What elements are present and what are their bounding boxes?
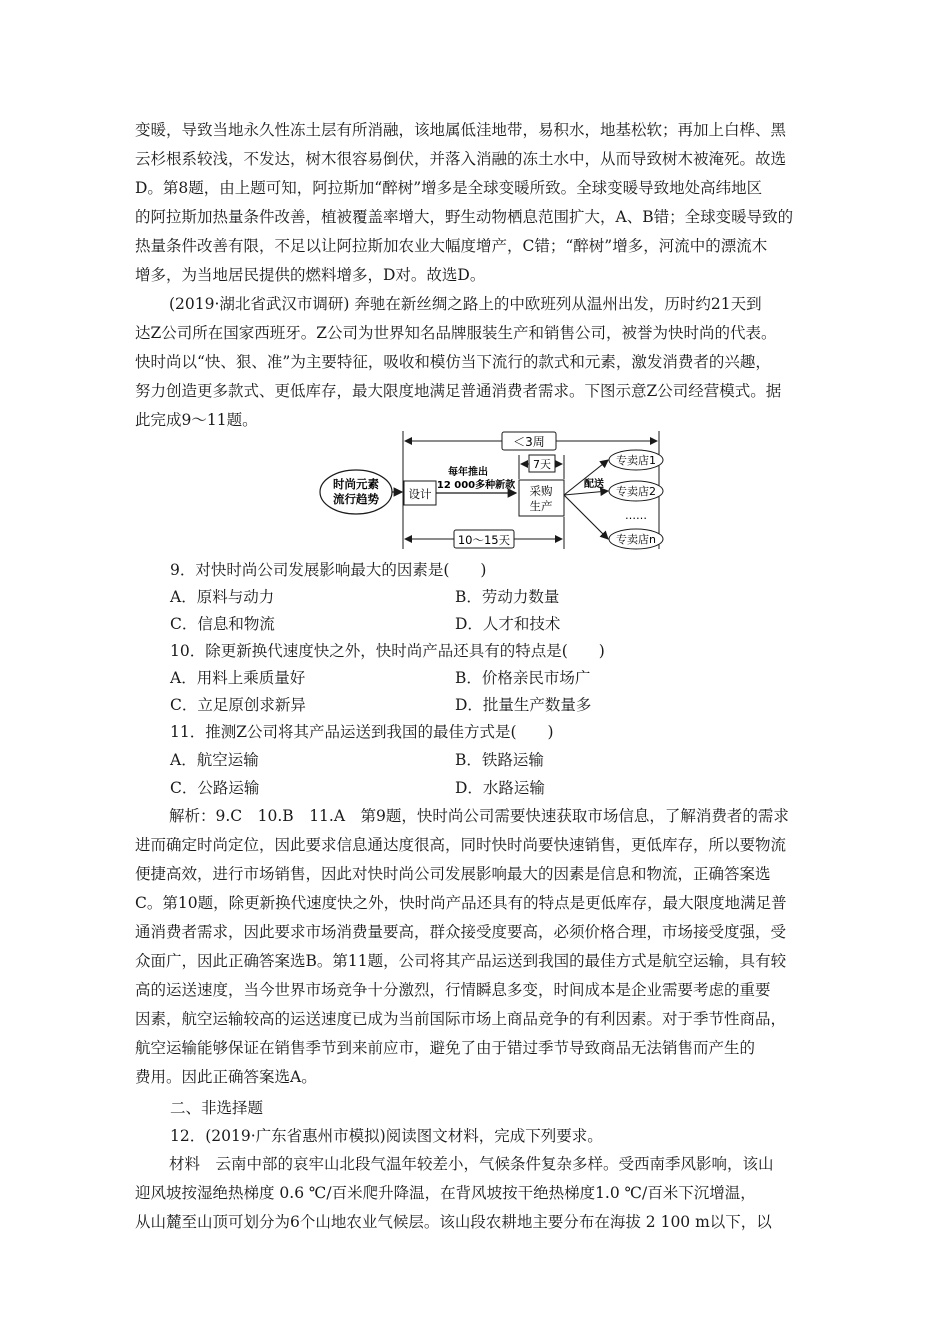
store-label: 专卖店2 xyxy=(616,485,656,498)
question-9-option-b: B．劳动力数量 xyxy=(455,588,560,606)
question-11-stem: 11．推测Z公司将其产品运送到我国的最佳方式是( ) xyxy=(170,723,554,741)
store-ellipsis: …… xyxy=(625,509,647,522)
trend-source-line1: 时尚元素 xyxy=(333,477,379,491)
intro-line: 云杉根系较浅，不发达，树木很容易倒伏，并落入消融的冻土水中，从而导致树木被淹死。故选 xyxy=(135,150,787,168)
delivery-label: 配送 xyxy=(584,479,604,490)
intro-line: 变暖，导致当地永久性冻土层有所消融，该地属低洼地带，易积水，地基松软；再加上白桦、黑 xyxy=(135,121,787,139)
analysis-line: 因素，航空运输较高的运送速度已成为当前国际市场上商品竞争的有利因素。对于季节性商品， xyxy=(135,1010,787,1028)
question-12-stem: 12．(2019·广东省惠州市模拟)阅读图文材料，完成下列要求。 xyxy=(170,1127,603,1145)
intro-line: D。第8题，由上题可知，阿拉斯加“醉树”增多是全球变暖所致。全球变暖导致地处高纬地区 xyxy=(135,179,763,197)
seven-days-label: 7天 xyxy=(533,458,551,471)
passage-line: (2019·湖北省武汉市调研) 奔驰在新丝绸之路上的中欧班列从温州出发，历时约21天到 xyxy=(169,295,762,313)
analysis-line: 解析：9.C 10.B 11.A 第9题，快时尚公司需要快速获取市场信息，了解消费者的需求 xyxy=(169,807,789,825)
analysis-line: 航空运输能够保证在销售季节到来前应市，避免了由于错过季节导致商品无法销售而产生的 xyxy=(135,1039,756,1057)
passage-line: 达Z公司所在国家西班牙。Z公司为世界知名品牌服装生产和销售公司，被誉为快时尚的代表。 xyxy=(135,324,777,342)
top-span-label: ＜3周 xyxy=(513,435,545,449)
analysis-line: 费用。因此正确答案选A。 xyxy=(135,1068,317,1086)
design-label: 设计 xyxy=(408,487,432,501)
passage-paragraph xyxy=(135,290,819,435)
question-11-option-d: D．水路运输 xyxy=(455,779,545,797)
annual-new-styles-line2: 12 000多种新款 xyxy=(436,480,516,491)
annual-new-styles-line1: 每年推出 xyxy=(448,467,488,478)
intro-line: 热量条件改善有限，不足以让阿拉斯加农业大幅度增产，C错；“醉树”增多，河流中的漂流木 xyxy=(135,237,768,255)
question-9-stem: 9．对快时尚公司发展影响最大的因素是( ) xyxy=(170,561,487,579)
material-line: 迎风坡按湿绝热梯度 0.6 ℃/百米爬升降温，在背风坡按干绝热梯度1.0 ℃/百米下沉增温， xyxy=(135,1184,756,1202)
material-line: 从山麓至山顶可划分为6个山地农业气候层。该山段农耕地主要分布在海拔 2 100 m以下，以 xyxy=(135,1213,772,1231)
procurement-line2: 生产 xyxy=(529,499,553,513)
analysis-line: 众面广，因此正确答案选B。第11题，公司将其产品运送到我国的最佳方式是航空运输，具有较 xyxy=(135,952,787,970)
analysis-line: 便捷高效，进行市场销售，因此对快时尚公司发展影响最大的因素是信息和物流，正确答案选 xyxy=(135,865,771,883)
question-10-option-d: D．批量生产数量多 xyxy=(455,696,592,714)
analysis-line: 通消费者需求，因此要求市场消费量要高，群众接受度要高，必须价格合理，市场接受度强，受 xyxy=(135,923,787,941)
question-11-option-a: A．航空运输 xyxy=(170,751,259,769)
passage-line: 快时尚以“快、狠、准”为主要特征，吸收和模仿当下流行的款式和元素，激发消费者的兴趣， xyxy=(135,353,771,371)
analysis-line: 进而确定时尚定位，因此要求信息通达度很高，同时快时尚要快速销售，更低库存，所以要物流 xyxy=(135,836,787,854)
question-11-option-b: B．铁路运输 xyxy=(455,751,544,769)
store-label: 专卖店n xyxy=(616,533,656,546)
intro-line: 的阿拉斯加热量条件改善，植被覆盖率增大，野生动物栖息范围扩大，A、B错；全球变暖导致的 xyxy=(135,208,794,226)
trend-source-line2: 流行趋势 xyxy=(333,492,379,506)
passage-line: 努力创造更多款式、更低库存，最大限度地满足普通消费者需求。下图示意Z公司经营模式。据 xyxy=(135,382,782,400)
question-10-option-a: A．用料上乘质量好 xyxy=(170,669,306,687)
analysis-line: 高的运送速度，当今世界市场竞争十分激烈，行情瞬息多变，时间成本是企业需要考虑的重要 xyxy=(135,981,771,999)
store-label: 专卖店1 xyxy=(616,454,656,467)
material-paragraph xyxy=(135,1150,819,1237)
question-11-option-c: C．公路运输 xyxy=(170,779,260,797)
section-title: 二、非选择题 xyxy=(170,1099,264,1117)
question-10-option-b: B．价格亲民市场广 xyxy=(455,669,591,687)
analysis-line: C。第10题，除更新换代速度快之外，快时尚产品还具有的特点是更低库存，最大限度地满足普 xyxy=(135,894,787,912)
question-10-option-c: C．立足原创求新异 xyxy=(170,696,306,714)
question-10-stem: 10．除更新换代速度快之外，快时尚产品还具有的特点是( ) xyxy=(170,642,605,660)
intro-paragraph xyxy=(135,116,819,290)
analysis-paragraph xyxy=(135,802,819,1092)
bottom-span-label: 10～15天 xyxy=(457,533,511,547)
procurement-line1: 采购 xyxy=(529,484,553,498)
passage-line: 此完成9～11题。 xyxy=(135,411,258,429)
intro-line: 增多，为当地居民提供的燃料增多，D对。故选D。 xyxy=(135,266,486,284)
business-model-diagram xyxy=(318,427,678,559)
question-9-option-d: D．人才和技术 xyxy=(455,615,561,633)
material-line: 材料 云南中部的哀牢山北段气温年较差小，气候条件复杂多样。受西南季风影响，该山 xyxy=(169,1155,774,1173)
question-9-option-c: C．信息和物流 xyxy=(170,615,275,633)
question-9-option-a: A．原料与动力 xyxy=(170,588,275,606)
